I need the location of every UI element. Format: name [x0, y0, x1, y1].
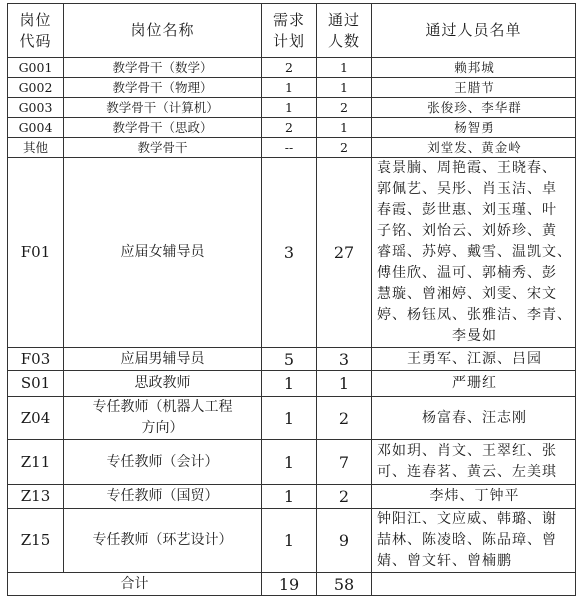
table-row [8, 440, 576, 485]
cell-name: 教学骨干（物理） [64, 78, 262, 98]
cell-name: 教学骨干（计算机） [64, 98, 262, 118]
cell-plan: 1 [262, 509, 317, 573]
total-row [8, 573, 576, 596]
cell-plan: 2 [262, 118, 317, 138]
table-row [8, 98, 576, 118]
cell-names: 李炜、丁钟平 [372, 485, 576, 509]
header-code: 岗位 代码 [8, 4, 64, 58]
cell-name: 专任教师（国贸） [64, 485, 262, 509]
cell-code: F03 [8, 348, 64, 371]
cell-plan: 1 [262, 78, 317, 98]
cell-names: 袁景腩、周艳霞、王晓春、 郭佩艺、吴彤、肖玉洁、卓 春霞、彭世惠、刘玉瑾、叶 子铭、刘怡云、刘娇珍、黄 睿瑶、苏婷、戴雪、温凯文、 傅佳欣、温可、郭楠秀、彭 慧璇、曾湘婷、刘雯、宋文 婷、杨钰凤、张雅洁、李青、 李曼如 [372, 158, 576, 348]
cell-passed: 1 [317, 371, 372, 397]
cell-plan: 1 [262, 98, 317, 118]
cell-code: Z11 [8, 440, 64, 485]
cell-names: 刘堂发、黄金岭 [372, 138, 576, 158]
table-row [8, 138, 576, 158]
cell-passed: 7 [317, 440, 372, 485]
cell-name: 应届男辅导员 [64, 348, 262, 371]
cell-names: 邓如玥、肖文、王翠红、张 可、连春茗、黄云、左美琪 [372, 440, 576, 485]
cell-plan: 1 [262, 440, 317, 485]
table-row [8, 78, 576, 98]
cell-name: 教学骨干 [64, 138, 262, 158]
cell-name: 专任教师（会计） [64, 440, 262, 485]
cell-code: G002 [8, 78, 64, 98]
cell-name: 专任教师（机器人工程 方向） [64, 397, 262, 440]
table-row [8, 371, 576, 397]
table-row [8, 118, 576, 138]
cell-names: 张俊珍、李华群 [372, 98, 576, 118]
header-plan: 需求 计划 [262, 4, 317, 58]
total-plan: 19 [262, 573, 317, 596]
table-row [8, 509, 576, 573]
total-passed: 58 [317, 573, 372, 596]
cell-plan: 5 [262, 348, 317, 371]
cell-passed: 1 [317, 78, 372, 98]
cell-code: G004 [8, 118, 64, 138]
header-list: 通过人员名单 [372, 4, 576, 58]
table-row [8, 397, 576, 440]
table-header-row [8, 4, 576, 58]
cell-name: 教学骨干（思政） [64, 118, 262, 138]
cell-names: 严珊红 [372, 371, 576, 397]
cell-names: 赖邦城 [372, 58, 576, 78]
cell-plan: 1 [262, 397, 317, 440]
cell-names: 杨智勇 [372, 118, 576, 138]
table-row [8, 348, 576, 371]
header-name: 岗位名称 [64, 4, 262, 58]
total-label: 合计 [8, 573, 262, 596]
cell-name: 教学骨干（数学） [64, 58, 262, 78]
cell-names: 王勇军、江源、吕园 [372, 348, 576, 371]
cell-code: G003 [8, 98, 64, 118]
table-row [8, 158, 576, 348]
cell-passed: 27 [317, 158, 372, 348]
cell-passed: 9 [317, 509, 372, 573]
cell-plan: 1 [262, 485, 317, 509]
total-names-empty [372, 573, 576, 596]
cell-names: 杨富春、汪志刚 [372, 397, 576, 440]
cell-passed: 2 [317, 138, 372, 158]
cell-names: 钟阳江、文应威、韩璐、谢 喆林、陈凌晗、陈品璋、曾 婧、曾文轩、曾楠鹏 [372, 509, 576, 573]
cell-names: 王腊节 [372, 78, 576, 98]
cell-code: F01 [8, 158, 64, 348]
cell-plan: 2 [262, 58, 317, 78]
cell-plan: 3 [262, 158, 317, 348]
cell-plan: 1 [262, 371, 317, 397]
cell-passed: 3 [317, 348, 372, 371]
cell-passed: 1 [317, 58, 372, 78]
cell-code: S01 [8, 371, 64, 397]
cell-code: Z04 [8, 397, 64, 440]
cell-code: Z13 [8, 485, 64, 509]
cell-name: 思政教师 [64, 371, 262, 397]
cell-name: 应届女辅导员 [64, 158, 262, 348]
cell-code: Z15 [8, 509, 64, 573]
cell-passed: 1 [317, 118, 372, 138]
cell-passed: 2 [317, 98, 372, 118]
header-passed: 通过 人数 [317, 4, 372, 58]
cell-passed: 2 [317, 397, 372, 440]
table-row [8, 58, 576, 78]
results-table [7, 3, 576, 596]
cell-code: 其他 [8, 138, 64, 158]
table-row [8, 485, 576, 509]
cell-name: 专任教师（环艺设计） [64, 509, 262, 573]
cell-plan: -- [262, 138, 317, 158]
cell-passed: 2 [317, 485, 372, 509]
cell-code: G001 [8, 58, 64, 78]
